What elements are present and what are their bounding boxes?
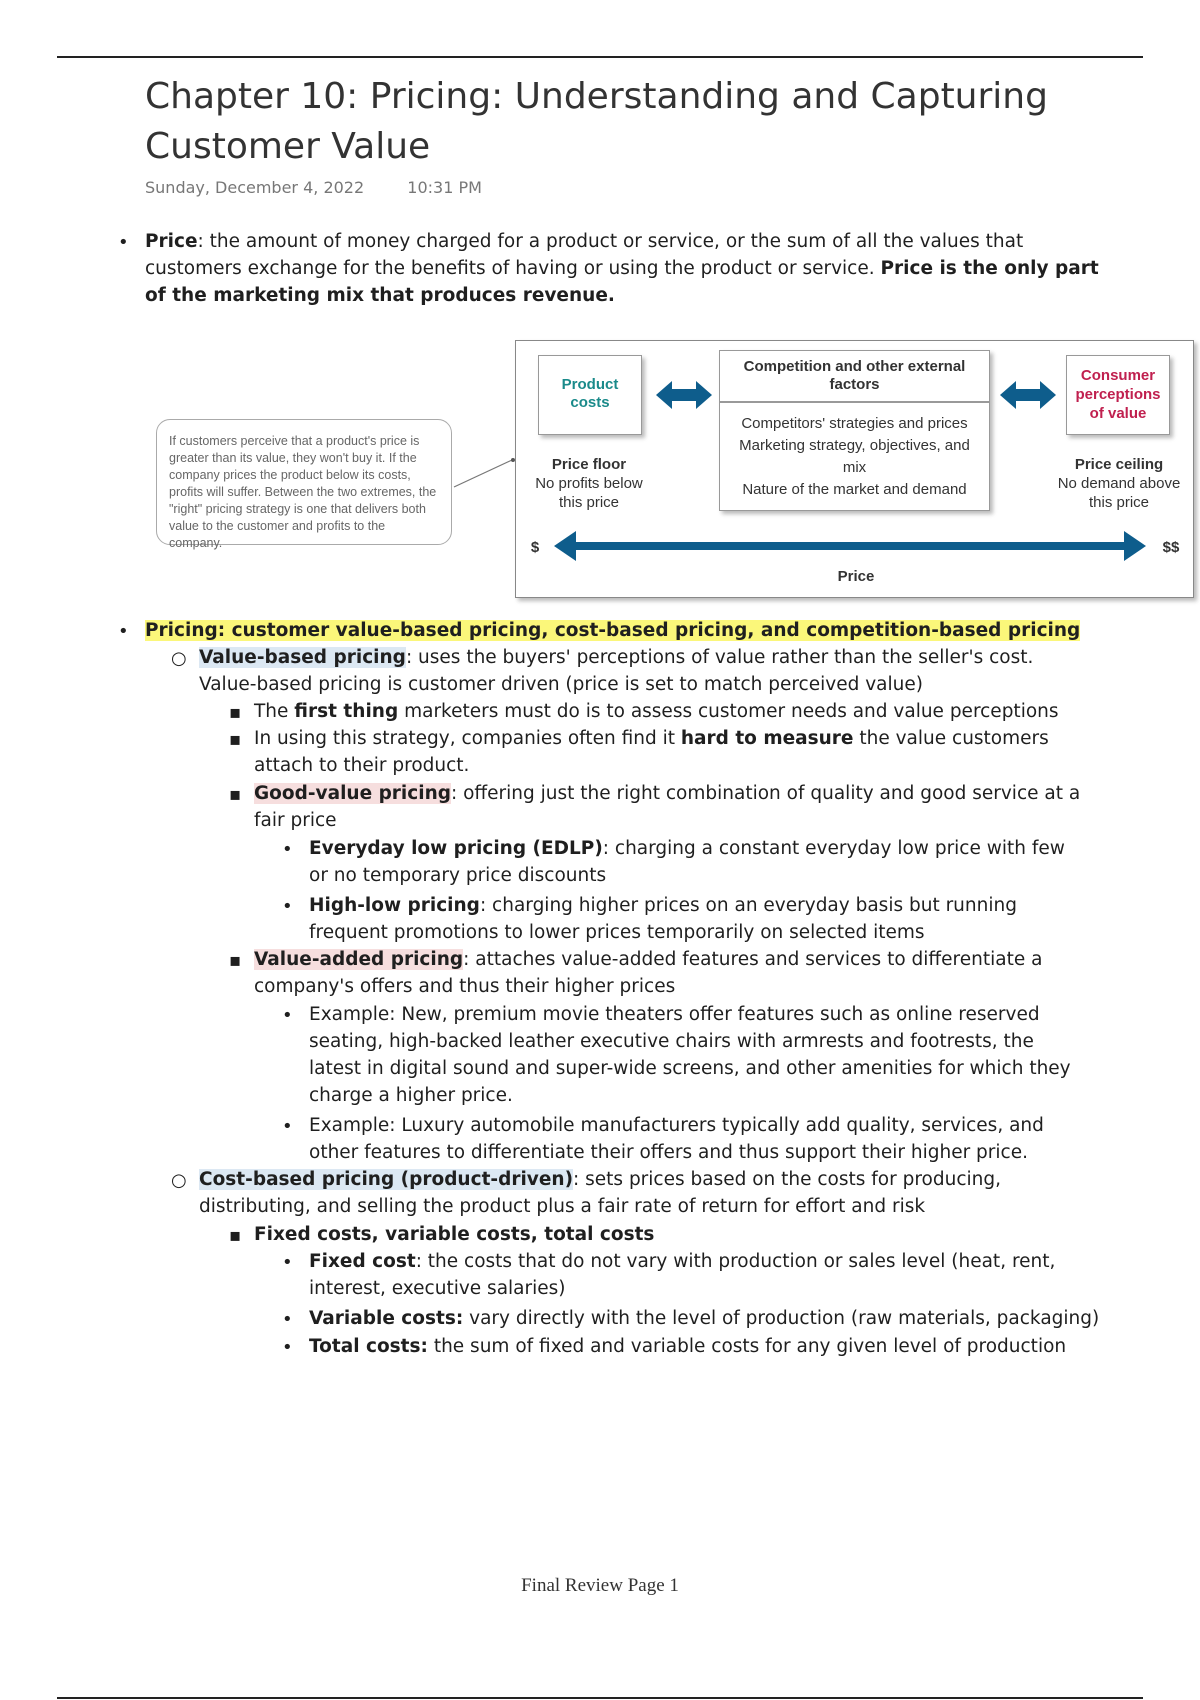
- price-ceiling-title: Price ceiling: [1074, 456, 1164, 473]
- edlp-text: : charging a constant everyday low price with few or no temporary price discounts: [309, 838, 1065, 886]
- consumer-perceptions-label: Consumer perceptions of value: [1075, 367, 1161, 422]
- note-date: Sunday, December 4, 2022: [145, 178, 365, 197]
- price-floor-title: Price floor: [551, 456, 627, 473]
- variable-cost-item: [309, 1305, 1109, 1332]
- high-low-text: : charging higher prices on an everyday basis but running frequent promotions to lower prices temporarily on selected items: [309, 895, 1017, 943]
- competition-item: Nature of the market and demand: [742, 481, 967, 498]
- bullet-dot: •: [282, 1337, 293, 1358]
- value-based-term: Value-based pricing: [199, 647, 406, 668]
- price-definition-text: : the amount of money charged for a product or service, or the sum of all the values that customers exchange for the benefits of having or using the product or service.: [145, 231, 1024, 279]
- measure-bold: hard to measure: [680, 728, 854, 749]
- costs-heading: Fixed costs, variable costs, total costs: [254, 1224, 655, 1245]
- price-floor-text: No profits below this price: [535, 475, 643, 511]
- fixed-cost-term: Fixed cost: [309, 1251, 416, 1272]
- bullet-square: ▪: [229, 729, 242, 750]
- bullet-circle: ○: [171, 648, 187, 669]
- bullet-dot: •: [282, 839, 293, 860]
- pricing-heading-text: Pricing: customer value-based pricing, cost-based pricing, and competition-based pricing: [145, 620, 1081, 641]
- value-added-term: Value-added pricing: [254, 949, 464, 970]
- bullet-dot: •: [118, 621, 129, 642]
- pricing-callout: If customers perceive that a product's price is greater than its value, they won't buy it. If the company prices the product below its costs, profits will suffer. Between the two extremes, the "right" pricing strategy is one that delivers both value to the customer and profits to the company.: [156, 419, 452, 545]
- first-thing-pre: The: [254, 701, 295, 722]
- good-value-text: : offering just the right combination of quality and good service at a fair price: [254, 783, 1081, 831]
- bullet-dot: •: [282, 1309, 293, 1330]
- bullet-dot: •: [282, 1252, 293, 1273]
- page-footer: Final Review Page 1: [521, 1575, 679, 1596]
- fixed-cost-item: [309, 1248, 1084, 1302]
- price-ceiling: [1048, 455, 1190, 512]
- bullet-square: ▪: [229, 784, 242, 805]
- good-value-term: Good-value pricing: [254, 783, 451, 804]
- top-rule: [57, 56, 1143, 58]
- hard-to-measure-item: [254, 725, 1084, 779]
- variable-cost-text: vary directly with the level of production (raw materials, packaging): [463, 1308, 1100, 1329]
- consumer-perceptions-box: [1066, 355, 1170, 435]
- value-added-pricing: [254, 946, 1084, 1000]
- competition-box: [719, 350, 990, 511]
- edlp-term: Everyday low pricing (EDLP): [309, 838, 603, 859]
- low-price-symbol: $: [530, 539, 540, 556]
- competition-title: Competition and other external factors: [743, 358, 966, 393]
- left-double-arrow-icon: [656, 379, 712, 411]
- bullet-square: ▪: [229, 1225, 242, 1246]
- competition-item: Competitors' strategies and prices: [741, 415, 968, 432]
- total-cost-item: [309, 1333, 1109, 1360]
- measure-pre: In using this strategy, companies often find it: [254, 728, 681, 749]
- value-added-text: : attaches value-added features and services to differentiate a company's offers and thus their higher prices: [254, 949, 1043, 997]
- bullet-square: ▪: [229, 702, 242, 723]
- competition-item: Marketing strategy, objectives, and mix: [739, 437, 970, 476]
- bullet-dot: •: [282, 1005, 293, 1026]
- value-based-pricing: [199, 644, 1059, 698]
- bottom-rule: [57, 1697, 1143, 1699]
- right-double-arrow-icon: [1000, 379, 1056, 411]
- value-based-text: : uses the buyers' perceptions of value rather than the seller's cost. Value-based pricing is customer driven (price is set to match perceived value): [199, 647, 1034, 695]
- first-thing-post: marketers must do is to assess customer needs and value perceptions: [398, 701, 1059, 722]
- pricing-heading: [145, 617, 1105, 644]
- variable-cost-term: Variable costs:: [309, 1308, 464, 1329]
- high-low-term: High-low pricing: [309, 895, 480, 916]
- price-floor: [522, 455, 656, 512]
- date-line: [145, 178, 520, 197]
- competition-divider: [720, 401, 989, 403]
- high-low-item: [309, 892, 1084, 946]
- total-cost-text: the sum of fixed and variable costs for any given level of production: [427, 1336, 1067, 1357]
- price-axis-label: Price: [837, 568, 875, 585]
- bullet-circle: ○: [171, 1170, 187, 1191]
- bullet-dot: •: [282, 896, 293, 917]
- cost-based-pricing: [199, 1166, 1079, 1220]
- product-costs-box: [538, 355, 642, 435]
- cost-based-text: : sets prices based on the costs for producing, distributing, and selling the product plus a fair rate of return for effort and risk: [199, 1169, 1001, 1217]
- good-value-pricing: [254, 780, 1084, 834]
- price-revenue-note: Price is the only part of the marketing mix that produces revenue.: [145, 258, 1099, 306]
- bullet-dot: •: [282, 1116, 293, 1137]
- callout-connector: [452, 455, 518, 489]
- note-time: 10:31 PM: [407, 178, 482, 197]
- edlp-item: [309, 835, 1084, 889]
- page-title: Chapter 10: Pricing: Understanding and Capturing Customer Value: [145, 76, 1048, 167]
- price-definition: [145, 228, 1105, 309]
- bullet-square: ▪: [229, 950, 242, 971]
- price-range-diagram: [515, 340, 1194, 598]
- fixed-cost-text: : the costs that do not vary with production or sales level (heat, rent, interest, executive salaries): [309, 1251, 1056, 1299]
- example-movie-theaters: Example: New, premium movie theaters offer features such as online reserved seating, high-backed leather executive chairs with armrests and footrests, the latest in digital sound and super-wide screens, and other amenities for which they charge a higher price.: [309, 1004, 1071, 1106]
- competition-list: [726, 413, 983, 501]
- high-price-symbol: $$: [1162, 539, 1180, 556]
- product-costs-label: Product costs: [561, 376, 619, 411]
- first-thing-item: [254, 698, 1084, 725]
- cost-based-term: Cost-based pricing (product-driven): [199, 1169, 574, 1190]
- example-luxury-autos: Example: Luxury automobile manufacturers typically add quality, services, and other features to differentiate their offers and thus support their higher price.: [309, 1115, 1044, 1163]
- bullet-dot: •: [118, 232, 129, 253]
- total-cost-term: Total costs:: [309, 1336, 428, 1357]
- first-thing-bold: first thing: [294, 701, 399, 722]
- price-ceiling-text: No demand above this price: [1057, 475, 1181, 511]
- price-range-arrow-icon: [554, 529, 1146, 563]
- price-term: Price: [145, 231, 198, 252]
- measure-post: the value customers attach to their product.: [254, 728, 1049, 776]
